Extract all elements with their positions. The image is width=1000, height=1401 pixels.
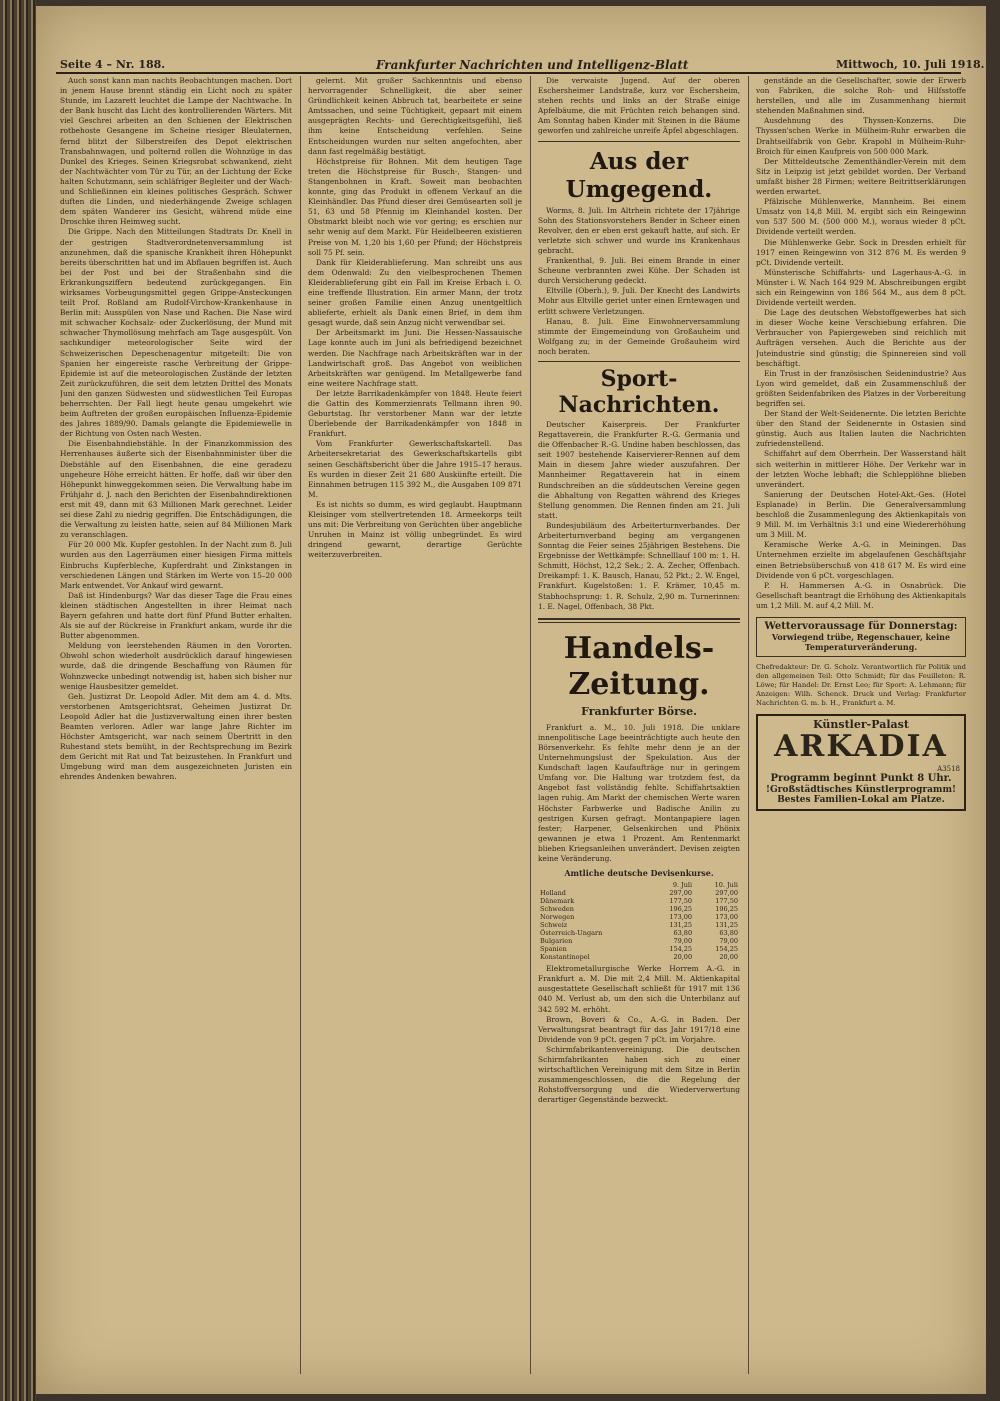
- header-rule: [56, 72, 961, 74]
- table-cell: 154,25: [669, 945, 693, 954]
- article-paragraph: Der Stand der Welt-Seidenernte. Die letzten Berichte über den Stand der Seidenernte in Ostasien sind günstig. Auch aus Italien lauten die Nachrichten zufriedenstellend.: [756, 409, 966, 449]
- table-row: [538, 921, 740, 929]
- article-paragraph: Dank für Kleiderablieferung. Man schreibt uns aus dem Odenwald: Zu den vielbesprochenen Themen Kleiderablieferung gibt ein Fall im Kreise Erbach i. O. eine treffende Illustration. Ein armer Mann, der trotz seiner großen Familie einen Anzug unentgeltlich ablieferte, erhielt als Dank einen Brief, in dem ihm gesagt wurde, daß sein Anzug nicht verwendbar sei.: [308, 257, 522, 328]
- ad-slogan: !Großstädtisches Künstlerprogramm!: [766, 784, 956, 795]
- article-paragraph: Sanierung der Deutschen Hotel-Akt.-Ges. (Hotel Esplanade) in Berlin. Die Generalversammlung beschloß die Zusammenlegung des Aktienkapitals von 9 Mill. M. im Verhältnis 3:1 und eine Wiedererhöhung um 3 Mill. M.: [756, 489, 966, 540]
- article-paragraph: Geh. Justizrat Dr. Leopold Adler. Mit dem am 4. d. Mts. verstorbenen Amtsgerichtsrat, Geheimen Justizrat Dr. Leopold Adler hat die Justizverwaltung einen ihrer besten Beamten verloren. Adler war lange Jahre Richter im Höchster Amtsgericht, war nach seinem Übertritt in den Ruhestand stets bemüht, in der Rechtsprechung im Bezirk dem Gericht mit Rat und Tat beizustehen. In Frankfurt und Umgebung wird man dem ausgezeichneten Juristen ein ehrendes Andenken bewahren.: [60, 691, 292, 782]
- table-row: [538, 897, 740, 905]
- section-rule: [538, 618, 740, 623]
- table-row: [538, 953, 740, 961]
- table-cell: 177,50: [715, 897, 738, 906]
- table-cell: 131,25: [715, 921, 738, 930]
- table-cell: 297,00: [715, 889, 738, 898]
- table-row: [538, 905, 740, 913]
- table-row: [538, 937, 740, 945]
- column-2: [308, 76, 522, 1376]
- section-heading-sport: Sport-Nachrichten.: [558, 365, 720, 418]
- article-paragraph: Die Mühlenwerke Gebr. Sock in Dresden erhielt für 1917 einen Reingewinn von 312 876 M. Es werden 9 pCt. Dividende verteilt.: [756, 237, 966, 267]
- table-cell: 63,80: [719, 929, 738, 938]
- column-rule: [300, 76, 301, 1374]
- table-row: [538, 913, 740, 921]
- section-heading-handels: Handels-Zeitung.: [563, 630, 715, 702]
- article-paragraph: Der Arbeitsmarkt im Juni. Die Hessen-Nassauische Lage konnte auch im Juni als befriedigend bezeichnet werden. Die Nachfrage nach Arbeitskräften war in der Landwirtschaft groß. Das Angebot von weiblichen Arbeitskräften war genügend. Im Metallgewerbe fand eine weitere Nachfrage statt.: [308, 328, 522, 388]
- column-rule: [748, 76, 749, 1374]
- advertisement-arkadia: [756, 714, 966, 810]
- article-paragraph: P. H. Hammersen A.-G. in Osnabrück. Die Gesellschaft beantragt die Erhöhung des Aktienkapitals um 1,2 Mill. M. auf 4,2 Mill. M.: [756, 580, 966, 610]
- table-cell: 173,00: [715, 913, 738, 922]
- article-paragraph: gelernt. Mit großer Sachkenntnis und ebenso hervorragender Schnelligkeit, die aber seiner Gründlichkeit keinen Abbruch tat, bearbeitete er seine Amtssachen, und seine Tüchtigkeit, gepaart mit einem ausgeprägten Rechts- und Gerechtigkeitsgefühl, ließ ihm keine Entscheidung verfehlen. Seine Entscheidungen wurden nur selten angefochten, aber dann fast regelmäßig bestätigt.: [308, 76, 522, 156]
- article-paragraph: Die Lage des deutschen Webstoffgewerbes hat sich in dieser Woche keine Verschiebung erfahren. Die Verbraucher von Papiergeweben sind reichlich mit Aufträgen versehen. Auch die Berichte aus der Juteindustrie sind günstig; die Spinnereien sind voll beschäftigt.: [756, 308, 966, 368]
- exchange-rates-table: [538, 881, 740, 961]
- weather-title: Wettervoraussage für Donnerstag:: [764, 620, 958, 632]
- article-paragraph: Schiffahrt auf dem Oberrhein. Der Wasserstand hält sich weiterhin in mittlerer Höhe. Der Verkehr war in der letzten Woche lebhaft; die Schlepplöhne blieben unverändert.: [756, 449, 966, 489]
- article-paragraph: Ausdehnung des Thyssen-Konzerns. Die Thyssen'schen Werke in Mülheim-Ruhr erwarben die Drahtseilfabrik von Gebr. Krapohl in Mülheim-Ruhr-Broich für einen Kaufpreis von 500 000 Mark.: [756, 116, 966, 156]
- table-cell: 177,50: [669, 897, 693, 906]
- table-row: [538, 889, 740, 897]
- table-cell: Österreich-Ungarn: [540, 929, 603, 938]
- table-cell: Spanien: [540, 945, 567, 954]
- table-cell: Schweiz: [540, 921, 568, 930]
- column-1: [60, 76, 292, 1376]
- table-cell: 196,25: [715, 905, 738, 914]
- table-cell: Schweden: [540, 905, 574, 914]
- table-header-cell: [538, 881, 649, 889]
- article-paragraph: Meldung von leerstehenden Räumen in den Vororten. Obwohl schon wiederholt ausdrücklich darauf hingewiesen wurde, daß die dringende Beschaffung von Räumen für Wohnzwecke unbedingt notwendig ist, haben sich bisher nur wenige Hausbesitzer gemeldet.: [60, 641, 292, 691]
- article-paragraph: Worms, 8. Juli. Im Altrhein richtete der 17jährige Sohn des Stationsvorstehers Bender in Scheer einen Revolver, den er eben erst gekauft hatte, auf sich. Er verletzte sich schwer und wurde ins Krankenhaus gebracht.: [538, 205, 740, 255]
- article-paragraph: Die Grippe. Nach den Mitteilungen Stadtrats Dr. Knell in der gestrigen Stadtverordnetenversammlung ist anzunehmen, daß die spanische Krankheit ihren Höhepunkt bereits überschritten hat und im Abflauen begriffen ist. Auch bei der Post und bei der Straßenbahn sind die Erkrankungsziffern bedeutend zurückgegangen. Ein wirksames Vorbeugungsmittel gegen Grippe-Ansteckungen teilt Prof. Roßland am Rudolf-Virchow-Krankenhause in Berlin mit: Ausspülen von Nase und Rachen. Die Nase wird mit schwacher Kochsalz- oder Zuckerlösung, der Mund mit schwacher Thymollösung mehrfach am Tage ausgespült. Von sachkundiger meteorologischer Seite wird der Schweizerischen Depeschenagentur mitgeteilt: Die von Spanien her eingereiste rasche Verbreitung der Grippe-Epidemie ist auf die meteorologischen Zustände der letzten Zeit zurückzuführen, die seit dem letzten Drittel des Monats Juni den ganzen Südwesten und südwestlichen Teil Europas beherrschten. Der Fall liegt heute genau umgekehrt wie beim Auftreten der großen europäischen Influenza-Epidemie des Jahres 1889/90. Damals gelangte die Epidemiewelle in der Richtung von Osten nach Westen.: [60, 227, 292, 439]
- article-paragraph: Keramische Werke A.-G. in Meiningen. Das Unternehmen erzielte im abgelaufenen Geschäftsjahr einen Betriebsüberschuß von 418 617 M. Es wird eine Dividende von 6 pCt. vorgeschlagen.: [756, 540, 966, 580]
- table-cell: Konstantinopel: [540, 953, 590, 962]
- article-paragraph: Auch sonst kann man nachts Beobachtungen machen. Dort in jenem Hause brennt ständig ein Licht noch zu später Stunde, im Lazarett leuchtet die Lampe der Nachtwache. In der Bank huscht das Licht des kontrollierenden Wärters. Mit viel Geschrei arbeiten an den Schienen der Elektrischen rotbehoste Gesangene im Scheine riesiger Bleulaternen, fernd blitzt der Silberstreifen des Depot elektrischen Transbahnwagen, und polternd rollen die Wohnzüge in das Dunkel des Krieges. Seinen Kriegsrobat schwankend, zieht der Nachtwächter vom Tür zu Tür, an der Lichtung der Ecke halten Schutzmann, sein schläfriger Begleiter und der Wach- und Schließinnen ein kleines politisches Gespräch. Schwer duften die Linden, und niederhängende Zweige schlagen dem späten Wanderer ins Gesicht, während müde eine Droschke ihren Heimweg sucht.: [60, 76, 292, 227]
- exchange-rates-title: Amtliche deutsche Devisenkurse.: [564, 868, 714, 879]
- article-paragraph: Brown, Boveri & Co., A.-G. in Baden. Der Verwaltungsrat beantragt für das Jahr 1917/18 eine Dividende von 9 pCt. gegen 7 pCt. im Vorjahre.: [538, 1014, 740, 1044]
- table-cell: 297,00: [669, 889, 693, 898]
- table-cell: Norwegen: [540, 913, 575, 922]
- table-cell: 173,00: [669, 913, 693, 922]
- article-paragraph: Der Mitteldeutsche Zementhändler-Verein mit dem Sitz in Leipzig ist jetzt gebildet worden. Der Verband umfaßt bisher 28 Firmen; weitere Beitrittserklärungen werden erwartet.: [756, 156, 966, 197]
- article-paragraph: Frankfurt a. M., 10. Juli 1918. Die unklare innenpolitische Lage beeinträchtigte auch heute den Börsenverkehr. Es fehlte mehr denn je an der Unternehmungslust der Spekulation. Aus der Kundschaft lagen Kaufaufträge nur in geringem Umfang vor. Die Haltung war trotzdem fest, da Angebot fast vollständig fehlte. Schiffahrtsaktien lagen ruhig. Am Markt der chemischen Werte waren Höchster Farbwerke und Badische Anilin zu gestrigen Kursen gefragt. Montanpapiere lagen fester; Harpener, Gelsenkirchen und Phönix gewannen je etwa 1 Prozent. Am Rentenmarkt blieben Kriegsanleihen unverändert. Devisen zeigten keine Veränderung.: [538, 722, 740, 863]
- table-cell: 20,00: [719, 953, 738, 962]
- table-cell: Dänemark: [540, 897, 575, 906]
- ad-number: A3518: [937, 765, 960, 774]
- table-row: [538, 945, 740, 953]
- issue-date: Mittwoch, 10. Juli 1918.: [836, 58, 985, 71]
- article-paragraph: Eltville (Oberh.), 9. Juli. Der Knecht des Landwirts Mohr aus Eltville geriet unter einen Erntewagen und erlitt schwere Verletzungen.: [538, 286, 740, 316]
- table-cell: 131,25: [669, 921, 693, 930]
- article-paragraph: Höchstpreise für Bohnen. Mit dem heutigen Tage treten die Höchstpreise für Busch-, Stangen- und Stangenbohnen in Kraft. Soweit man beobachten konnte, ging das Produkt in offenem Verkauf an die Kleinhändler. Das Pfund dieser drei Gemüsearten soll je 51, 63 und 58 Pfennig im Kleinhandel kosten. Der Obstmarkt bleibt noch wie vor gering; es erschien nur sehr wenig auf dem Markt. Für Heidelbeeren existieren Preise von M. 1,20 bis 1,60 per Pfund; der Höchstpreis soll 75 Pf. sein.: [308, 156, 522, 257]
- column-3: [538, 76, 740, 1376]
- table-cell: 79,00: [719, 937, 738, 946]
- article-paragraph: genstände an die Gesellschafter, sowie der Erwerb von Fabriken, die solche Roh- und Hilfsstoffe herstellen, und alle im Zusammenhang hiermit stehenden Maßnahmen sind.: [756, 76, 966, 116]
- section-rule: [538, 141, 740, 142]
- table-header-cell: 10. Juli: [714, 881, 738, 890]
- newspaper-page: [36, 6, 986, 1394]
- table-cell: Holland: [540, 889, 566, 898]
- article-paragraph: Bundesjubiläum des Arbeiterturnverbandes. Der Arbeiterturnverband beging am vergangenen Sonntag die Feier seines 25jährigen Bestehens. Die Ergebnisse der Wettkämpfe: Schnelllauf 100 m: 1. H. Schmitt, Höchst, 12,2 Sek.; 2. A. Zecher, Offenbach. Dreikampf: 1. K. Bausch, Hanau, 52 Pkt.; 2. W. Engel, Frankfurt. Kugelstoßen: 1. F. Krämer, 10,45 m. Stabhochsprung: 1. R. Schulz, 2,90 m. Turnerinnen: 1. E. Nagel, Offenbach, 38 Pkt.: [538, 520, 740, 611]
- table-header-row: [538, 881, 740, 889]
- ad-slogan: Bestes Familien-Lokal am Platze.: [777, 794, 945, 805]
- section-heading-umgegend: Aus der Umgegend.: [565, 147, 713, 203]
- article-paragraph: Daß ist Hindenburgs? War das dieser Tage die Frau eines kleinen städtischen Angestellten in ihrer Heimat nach Bayern gefahren und hatte dort fünf Pfund Butter erhalten. Als sie auf der Rückreise in Frankfurt ankam, wurde ihr die Butter abgenommen.: [60, 590, 292, 641]
- article-paragraph: Für 20 000 Mk. Kupfer gestohlen. In der Nacht zum 8. Juli wurden aus den Lagerräumen einer hiesigen Firma mittels Einbruchs Kupferbleche, Kupferdraht und Zinkstangen in verschiedenen Längen und Stärken im Werte von 15–20 000 Mark entwendet. Vor Ankauf wird gewarnt.: [60, 540, 292, 590]
- page-number: Seite 4 – Nr. 188.: [60, 58, 166, 71]
- article-paragraph: Schirmfabrikantenvereinigung. Die deutschen Schirmfabrikanten haben sich zu einer wirtschaftlichen Vereinigung mit dem Sitze in Berlin zusammengeschlossen, die die Regelung der Rohstoffversorgung und die Wiederverwertung derartiger Gegenstände bezweckt.: [538, 1044, 740, 1105]
- column-rule: [530, 76, 531, 1374]
- section-subheading: Frankfurter Börse.: [581, 704, 697, 718]
- article-paragraph: Pfälzische Mühlenwerke, Mannheim. Bei einem Umsatz von 14,8 Mill. M. ergibt sich ein Reingewinn von 537 500 M. (500 000 M.), woraus wieder 8 pCt. Dividende verteilt werden.: [756, 197, 966, 237]
- article-paragraph: Hanau, 8. Juli. Eine Einwohnerversammlung stimmte der Eingemeindung von Großauheim und Wolfgang zu; in der Gemeinde Großauheim wird noch beraten.: [538, 316, 740, 356]
- table-row: [538, 929, 740, 937]
- article-paragraph: Der letzte Barrikadenkämpfer von 1848. Heute feiert die Gattin des Kommerzienrats Tellmann ihren 90. Geburtstag. Ihr verstorbener Mann war der letzte Überlebende der Barrikadenkämpfer von 1848 in Frankfurt.: [308, 388, 522, 439]
- article-paragraph: Elektrometallurgische Werke Horrem A.-G. in Frankfurt a. M. Die mit 2,4 Mill. M. Aktienkapital ausgestattete Gesellschaft schließt für 1917 mit 136 040 M. Verlust ab, um den sich die Unterbilanz auf 342 592 M. erhöht.: [538, 964, 740, 1014]
- article-paragraph: Die Eisenbahndiebstähle. In der Finanzkommission des Herrenhauses äußerte sich der Eisenbahnminister über die Diebstähle auf den Eisenbahnen, die eine geradezu ungeheure Höhe erreicht hätten. Er hoffe, daß wir über den Höhepunkt hinweggekommen seien. Die Verwaltung habe im Frühjahr d. J. nach den Berichten der Eisenbahndirektionen erst mit 49, dann mit 63 Millionen Mark gerechnet. Leider sei diese Zahl zu niedrig gegriffen. Die Entschädigungen, die die Verwaltung zu leisten hatte, seien auf 84 Millionen Mark zu veranschlagen.: [60, 439, 292, 540]
- masthead: Frankfurter Nachrichten und Intelligenz-Blatt: [376, 58, 689, 72]
- table-cell: Bulgarien: [540, 937, 573, 946]
- ad-title: ARKADIA: [774, 729, 948, 765]
- ad-program: Programm beginnt Punkt 8 Uhr.: [770, 773, 952, 785]
- article-paragraph: Die verwaiste Jugend. Auf der oberen Eschersheimer Landstraße, kurz vor Eschersheim, stehen rechts und links an der Straße einige Apfelbäume, die mit Früchten reich behangen sind. Am Sonntag haben Kinder mit Steinen in die Bäume geworfen und zahlreiche unreife Äpfel abgeschlagen.: [538, 76, 740, 136]
- book-binding-edge: [0, 0, 36, 1401]
- table-header-cell: 9. Juli: [672, 881, 693, 890]
- table-cell: 63,80: [673, 929, 693, 938]
- table-cell: 196,25: [669, 905, 693, 914]
- table-cell: 154,25: [715, 945, 738, 954]
- weather-text: Vorwiegend trübe, Regenschauer, keine Temperaturveränderung.: [771, 632, 951, 653]
- article-paragraph: Deutscher Kaiserpreis. Der Frankfurter Regattaverein, die Frankfurter R.-G. Germania und die Offenbacher R.-G. Undine haben beschlossen, das seit 1907 bestehende Kaiservierer-Rennen auf dem Main in diesem Jahre wieder auszufahren. Der Mannheimer Regattaverein hat in einem Rundschreiben an die süddeutschen Vereine gegen die Abhaltung von Regatten während des Krieges Stellung genommen. Die Rennen finden am 21. Juli statt.: [538, 419, 740, 520]
- article-paragraph: Es ist nichts so dumm, es wird geglaubt. Hauptmann Kleisinger vom stellvertretenden 18. Armeekorps teilt uns mit: Die Verbreitung von Gerüchten über angebliche Unruhen in Mainz ist völlig unbegründet. Es wird dringend gewarnt, derartige Gerüchte weiterzuverbreiten.: [308, 499, 522, 560]
- section-rule: [538, 361, 740, 362]
- table-cell: 79,00: [673, 937, 693, 946]
- imprint: Chefredakteur: Dr. G. Scholz. Verantwortlich für Politik und den allgemeinen Teil: Otto Schmidt; für das Feuilleton: R. Löwe; für Handel: Dr. Ernst Leo; für Sport: A. Lehmann; für Anzeigen: Wilh. Schenck. Druck und Verlag: Frankfurter Nachrichten G. m. b. H., Frankfurt a. M.: [756, 663, 966, 708]
- article-paragraph: Frankenthal, 9. Juli. Bei einem Brande in einer Scheune verbrannten zwei Kühe. Der Schaden ist durch Versicherung gedeckt.: [538, 256, 740, 286]
- article-paragraph: Vom Frankfurter Gewerkschaftskartell. Das Arbeitersekretariat des Gewerkschaftskartells gibt seinen Geschäftsbericht über die Jahre 1915–17 heraus. Es wurden in dieser Zeit 21 680 Auskünfte erteilt. Die Einnahmen betrugen 115 392 M., die Ausgaben 109 871 M.: [308, 439, 522, 499]
- ad-kicker: Künstler-Palast: [813, 718, 909, 732]
- weather-forecast-box: [756, 617, 966, 657]
- article-paragraph: Münsterische Schiffahrts- und Lagerhaus-A.-G. in Münster i. W. Nach 164 929 M. Abschreibungen ergibt sich ein Reingewinn von 186 564 M., aus dem 8 pCt. Dividende verteilt werden.: [756, 267, 966, 308]
- table-cell: 20,00: [673, 953, 693, 962]
- article-paragraph: Ein Trust in der französischen Seidenindustrie? Aus Lyon wird gemeldet, daß ein Zusammenschluß der größten Seidenfabriken des Platzes in der Vorbereitung begriffen sei.: [756, 368, 966, 408]
- column-4: [756, 76, 966, 1376]
